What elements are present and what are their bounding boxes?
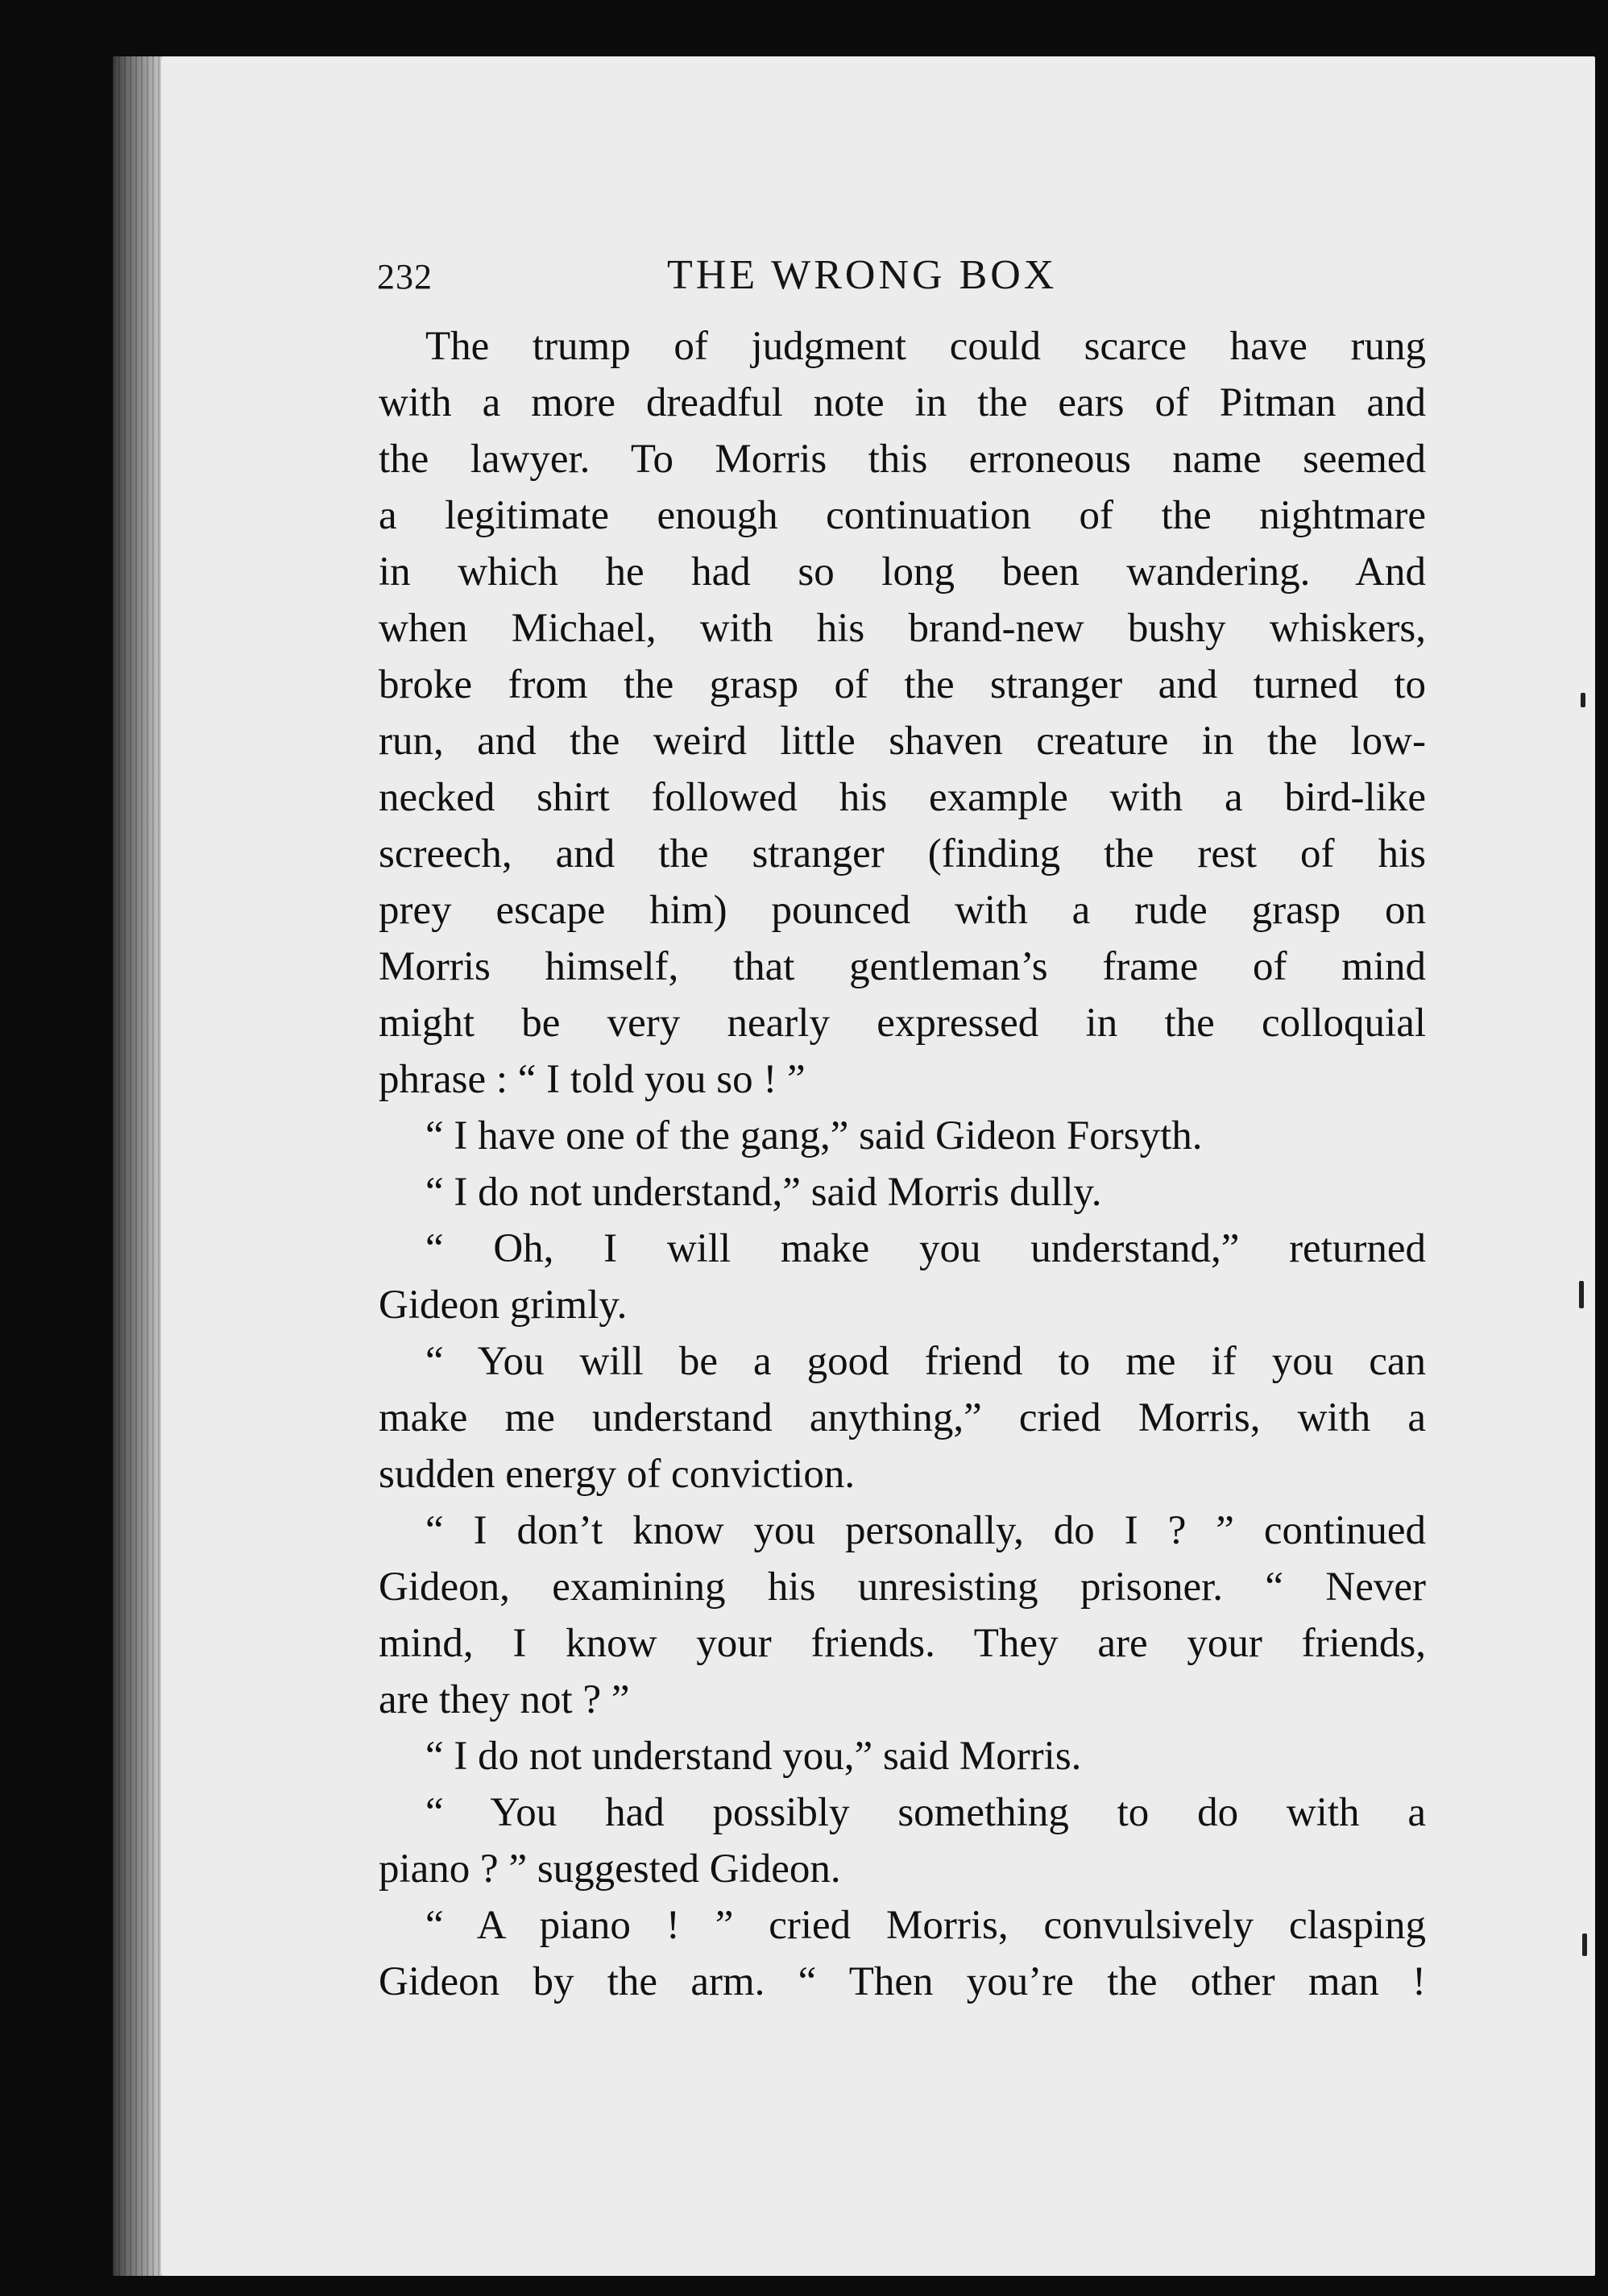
running-head: THE WRONG BOX — [667, 252, 1058, 298]
text-line: are they not ? ” — [379, 1677, 630, 1722]
text-line: Gideon, examining his unresisting prisoner. “ Never — [379, 1565, 1426, 1610]
text-line: phrase : “ I told you so ! ” — [379, 1057, 806, 1102]
text-line: run, and the weird little shaven creature in the low- — [379, 719, 1426, 764]
text-line: in which he had so long been wandering. And — [379, 549, 1426, 595]
text-line: Morris himself, that gentleman’s frame of mind — [379, 944, 1426, 989]
text-line: might be very nearly expressed in the colloquial — [379, 1001, 1426, 1046]
right-margin-marks — [1581, 56, 1592, 2276]
text-line: “ A piano ! ” cried Morris, convulsively clasping — [425, 1903, 1426, 1948]
margin-speck — [1579, 1281, 1584, 1308]
text-line: “ I have one of the gang,” said Gideon Forsyth. — [425, 1113, 1203, 1158]
text-line: mind, I know your friends. They are your friends, — [379, 1621, 1426, 1666]
text-line: “ I don’t know you personally, do I ? ” continued — [425, 1508, 1426, 1553]
text-line: “ You had possibly something to do with a — [425, 1790, 1426, 1835]
text-line: “ Oh, I will make you understand,” returned — [425, 1226, 1426, 1271]
text-line: prey escape him) pounced with a rude grasp on — [379, 888, 1426, 933]
text-line: piano ? ” suggested Gideon. — [379, 1846, 841, 1892]
text-line: with a more dreadful note in the ears of Pitman and — [379, 380, 1426, 425]
text-line: when Michael, with his brand-new bushy whiskers, — [379, 606, 1426, 651]
page-number: 232 — [377, 257, 433, 296]
text-line: The trump of judgment could scarce have rung — [425, 324, 1426, 369]
text-line: Gideon grimly. — [379, 1283, 628, 1328]
page-header — [377, 251, 1424, 308]
text-line: “ I do not understand,” said Morris dully. — [425, 1170, 1102, 1215]
text-line: “ You will be a good friend to me if you can — [425, 1339, 1426, 1384]
text-line: “ I do not understand you,” said Morris. — [425, 1734, 1082, 1779]
margin-speck — [1582, 1933, 1587, 1956]
text-line: Gideon by the arm. “ Then you’re the other man ! — [379, 1959, 1426, 2004]
text-line: broke from the grasp of the stranger and turned to — [379, 662, 1426, 707]
text-line: sudden energy of conviction. — [379, 1452, 856, 1497]
text-line: necked shirt followed his example with a bird-like — [379, 775, 1426, 820]
text-line: screech, and the stranger (finding the rest of his — [379, 831, 1426, 877]
text-line: the lawyer. To Morris this erroneous name seemed — [379, 437, 1426, 482]
body-text — [379, 318, 1426, 2010]
text-line: make me understand anything,” cried Morris, with a — [379, 1395, 1426, 1440]
text-line: a legitimate enough continuation of the nightmare — [379, 493, 1426, 538]
margin-speck — [1581, 693, 1585, 707]
